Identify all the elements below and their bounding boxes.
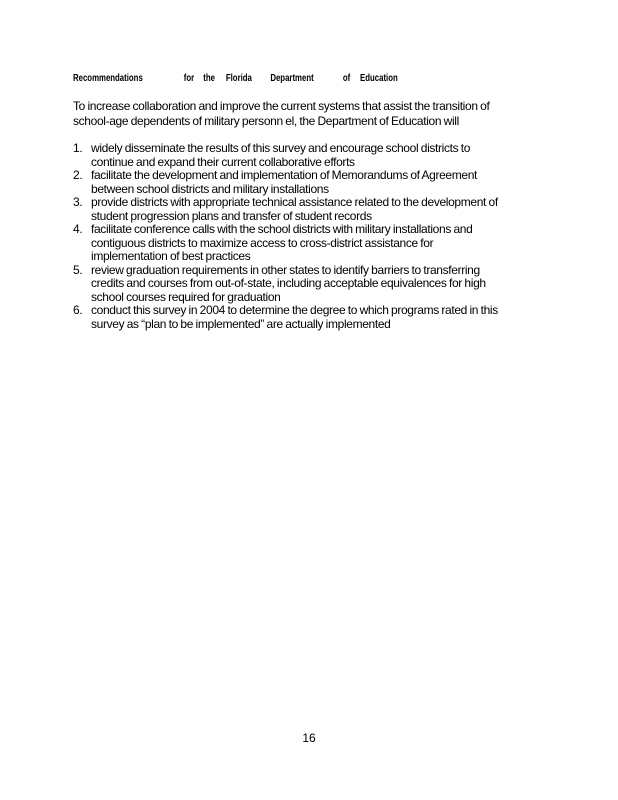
list-item-number: 3. (73, 195, 83, 209)
list-item-line: provide districts with appropriate technical assistance related to the development of (91, 195, 498, 209)
list-item-number: 4. (73, 222, 83, 236)
list-item-number: 5. (73, 262, 83, 277)
list-item-number: 1. (73, 141, 83, 155)
recommendations-list (73, 142, 543, 331)
list-item-line: school courses required for graduation (91, 289, 281, 304)
list-item-number: 2. (73, 168, 83, 182)
heading-word: of (342, 73, 351, 84)
heading-word: Florida (225, 73, 252, 84)
list-item-line: review graduation requirements in other states to identify barriers to transferring (91, 262, 480, 277)
list-item (73, 264, 543, 305)
list-item (73, 304, 543, 331)
list-item-number: 6. (73, 303, 83, 317)
list-item-line: continue and expand their current collaborative efforts (91, 154, 355, 169)
heading-word: the (203, 73, 215, 84)
intro-line: school-age dependents of military personn el, the Department of Education will (73, 114, 459, 128)
list-item-line: facilitate conference calls with the school districts with military installations and (91, 222, 473, 236)
list-item-line: credits and courses from out-of-state, including acceptable equivalences for high (91, 276, 486, 290)
section-heading (73, 73, 398, 87)
list-item (73, 196, 543, 223)
heading-word: Education (360, 73, 398, 84)
list-item-line: between school districts and military installations (91, 181, 329, 196)
list-item (73, 142, 543, 169)
list-item-line: widely disseminate the results of this survey and encourage school districts to (91, 141, 471, 155)
intro-paragraph (73, 99, 543, 129)
heading-word: for (183, 73, 195, 84)
list-item-line: student progression plans and transfer of student records (91, 208, 372, 223)
page-number: 16 (302, 731, 316, 745)
heading-word: Department (270, 73, 314, 84)
list-item-line: implementation of best practices (91, 249, 251, 263)
list-item-line: survey as “plan to be implemented” are actually implemented (91, 316, 391, 331)
list-item (73, 223, 543, 264)
list-item-line: conduct this survey in 2004 to determine the degree to which programs rated in this (91, 303, 498, 317)
list-item (73, 169, 543, 196)
list-item-line: contiguous districts to maximize access to cross-district assistance for (91, 235, 434, 250)
list-item-line: facilitate the development and implementation of Memorandums of Agreement (91, 168, 478, 182)
heading-word: Recommendations (73, 73, 143, 84)
intro-line: To increase collaboration and improve the current systems that assist the transition of (73, 99, 490, 113)
